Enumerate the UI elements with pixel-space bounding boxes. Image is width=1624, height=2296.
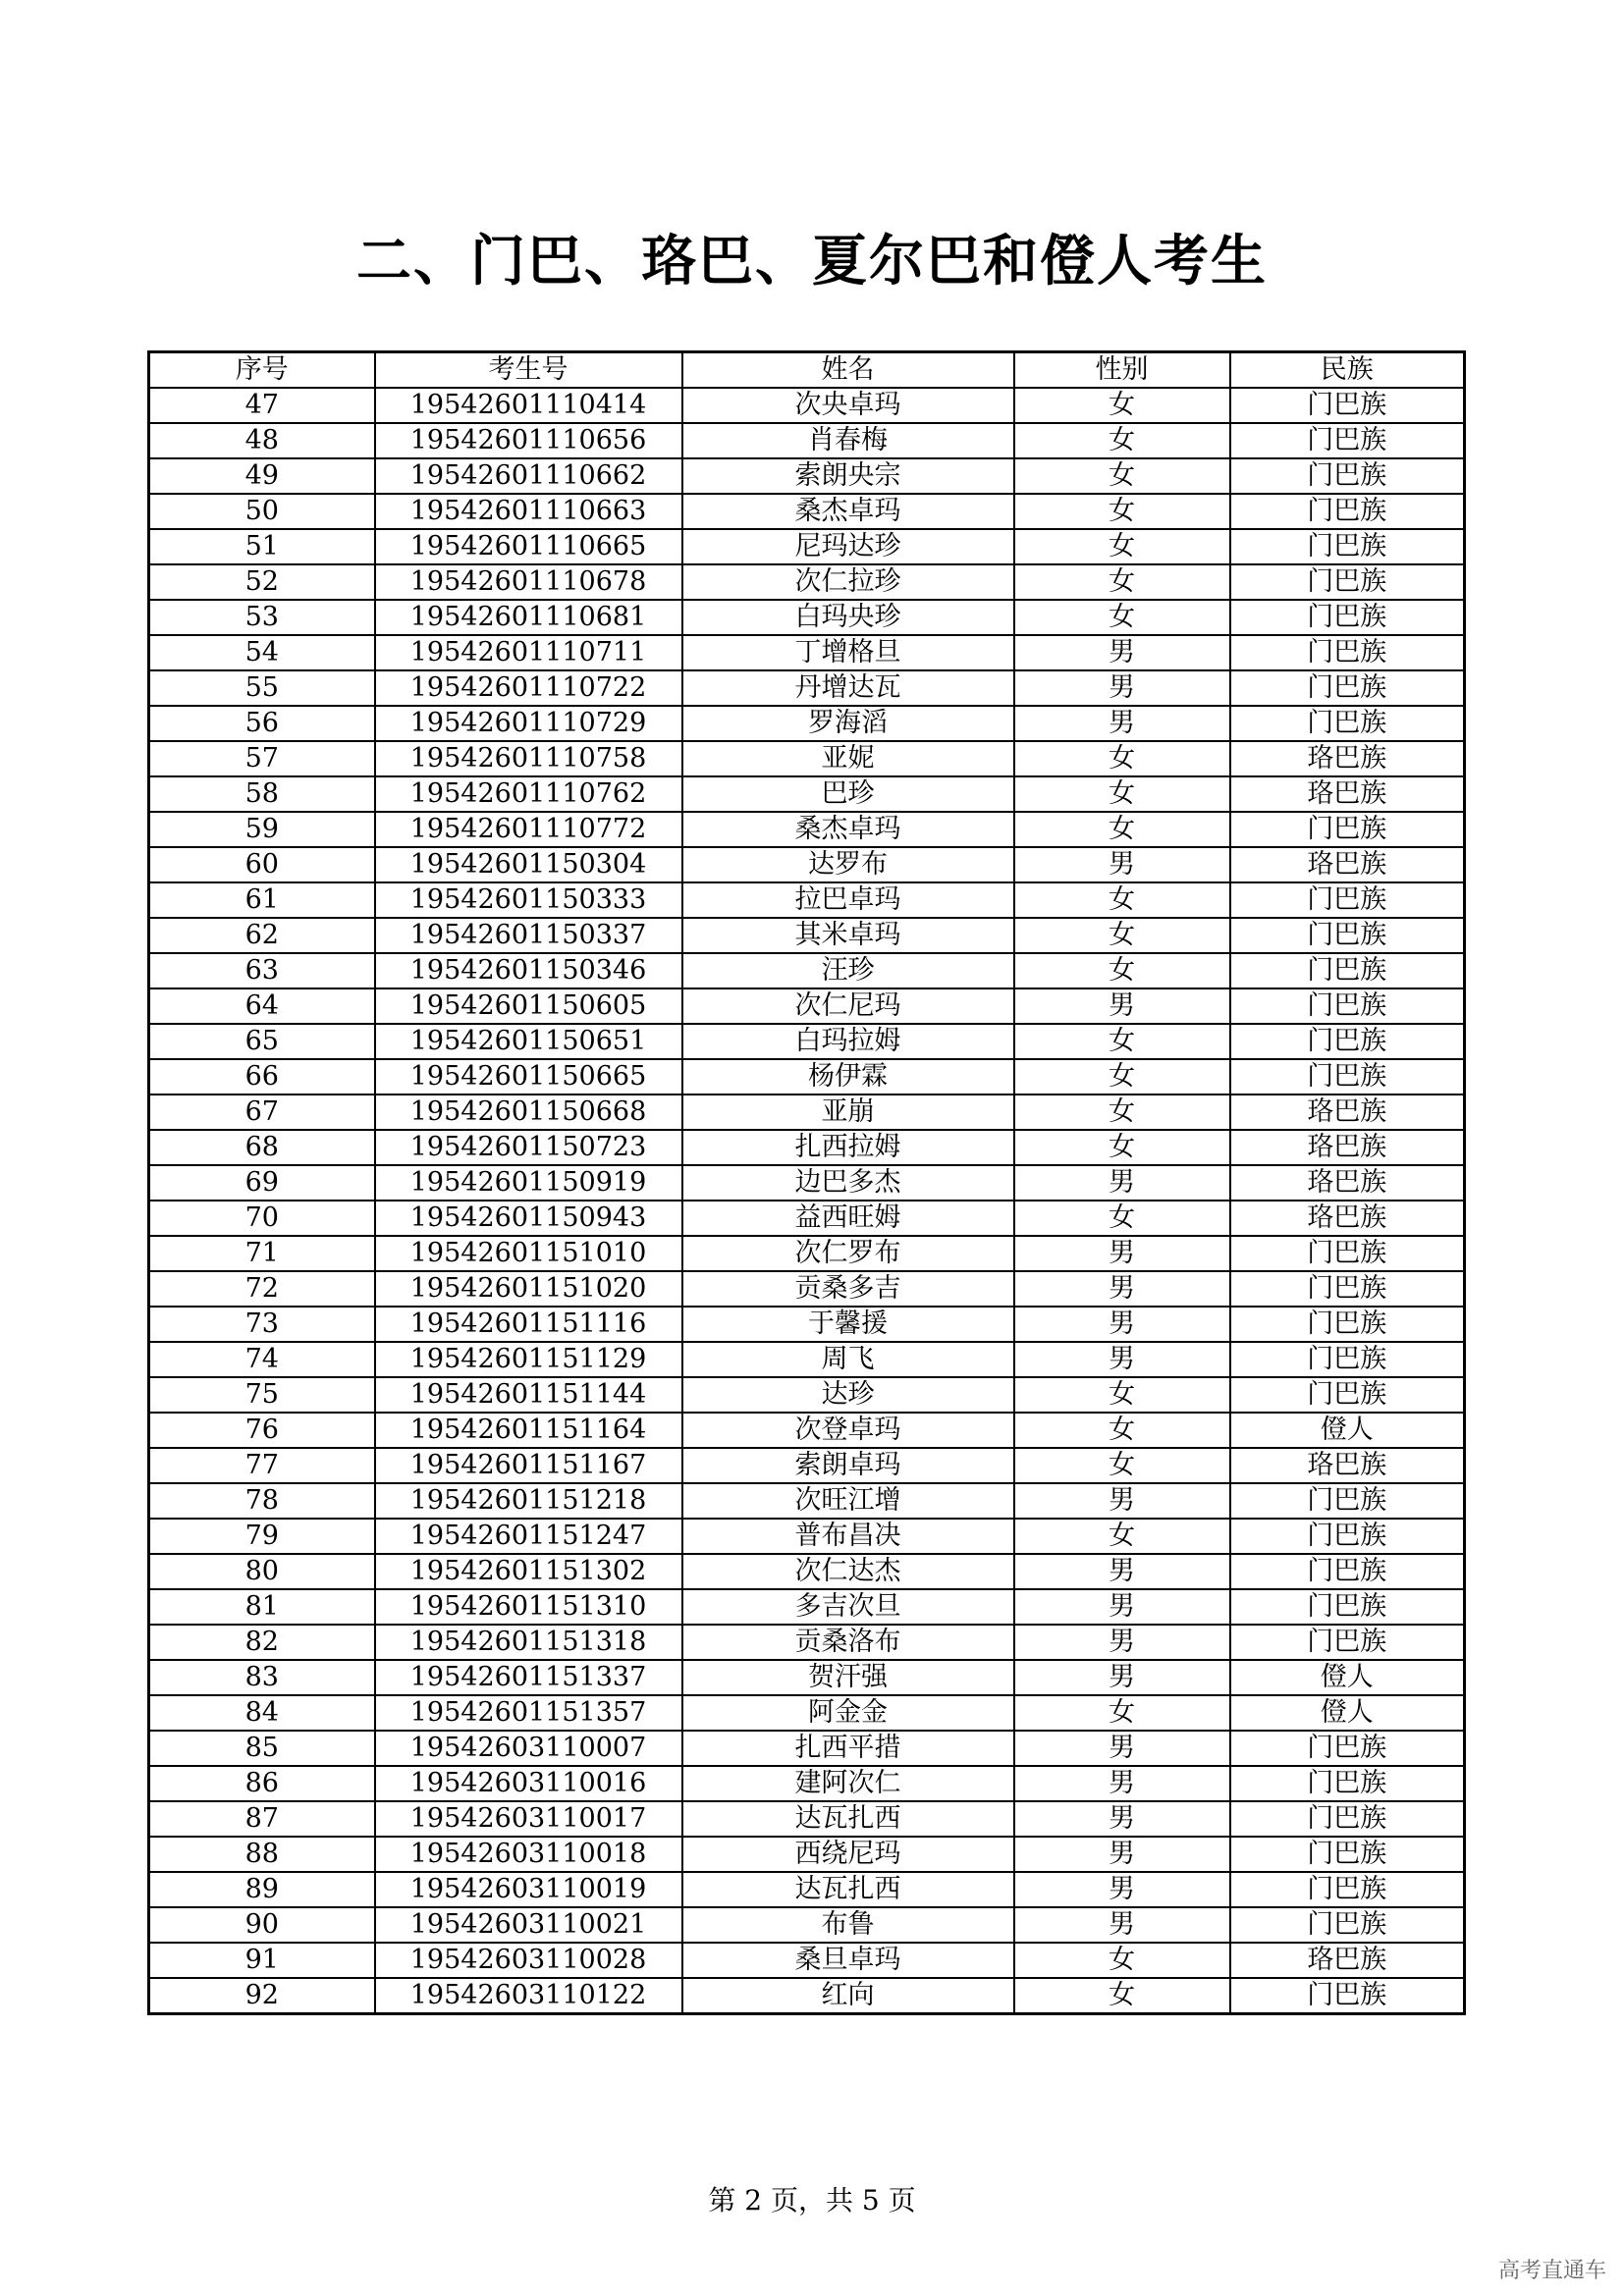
cell-exam-id: 19542601150919	[375, 1165, 682, 1201]
cell-exam-id: 19542603110028	[375, 1943, 682, 1978]
cell-name: 次仁拉珍	[682, 564, 1014, 600]
cell-gender: 男	[1014, 1342, 1230, 1377]
cell-seq: 86	[149, 1766, 375, 1801]
cell-ethnicity: 门巴族	[1230, 670, 1465, 706]
cell-gender: 女	[1014, 564, 1230, 600]
cell-exam-id: 19542601110729	[375, 706, 682, 741]
cell-gender: 女	[1014, 1978, 1230, 2014]
table-row	[149, 1342, 1465, 1377]
cell-ethnicity: 门巴族	[1230, 706, 1465, 741]
cell-exam-id: 19542601110662	[375, 458, 682, 494]
cell-gender: 男	[1014, 1837, 1230, 1872]
table-row	[149, 1978, 1465, 2014]
cell-exam-id: 19542601151337	[375, 1660, 682, 1695]
table-row	[149, 882, 1465, 918]
cell-ethnicity: 珞巴族	[1230, 1165, 1465, 1201]
cell-name: 边巴多杰	[682, 1165, 1014, 1201]
cell-exam-id: 19542603110122	[375, 1978, 682, 2014]
cell-name: 布鲁	[682, 1907, 1014, 1943]
table-row	[149, 1554, 1465, 1589]
cell-name: 亚妮	[682, 741, 1014, 776]
cell-ethnicity: 僜人	[1230, 1695, 1465, 1731]
cell-name: 扎西平措	[682, 1731, 1014, 1766]
cell-exam-id: 19542601150665	[375, 1059, 682, 1095]
header-gender: 性别	[1014, 352, 1230, 389]
cell-ethnicity: 门巴族	[1230, 1801, 1465, 1837]
cell-seq: 79	[149, 1519, 375, 1554]
cell-gender: 男	[1014, 670, 1230, 706]
table-row	[149, 1801, 1465, 1837]
cell-seq: 72	[149, 1271, 375, 1307]
cell-seq: 84	[149, 1695, 375, 1731]
cell-seq: 59	[149, 812, 375, 847]
cell-ethnicity: 门巴族	[1230, 1872, 1465, 1907]
cell-ethnicity: 门巴族	[1230, 1519, 1465, 1554]
cell-name: 建阿次仁	[682, 1766, 1014, 1801]
cell-gender: 男	[1014, 1625, 1230, 1660]
table-row	[149, 1589, 1465, 1625]
cell-exam-id: 19542601151020	[375, 1271, 682, 1307]
table-row	[149, 1872, 1465, 1907]
cell-seq: 80	[149, 1554, 375, 1589]
cell-exam-id: 19542601110663	[375, 494, 682, 529]
table-row	[149, 1377, 1465, 1413]
cell-exam-id: 19542601150337	[375, 918, 682, 953]
cell-gender: 女	[1014, 1943, 1230, 1978]
cell-gender: 女	[1014, 458, 1230, 494]
cell-ethnicity: 门巴族	[1230, 1731, 1465, 1766]
cell-name: 桑杰卓玛	[682, 494, 1014, 529]
cell-name: 亚崩	[682, 1095, 1014, 1130]
cell-name: 红向	[682, 1978, 1014, 2014]
cell-seq: 51	[149, 529, 375, 564]
cell-seq: 71	[149, 1236, 375, 1271]
table-row	[149, 1907, 1465, 1943]
cell-name: 杨伊霖	[682, 1059, 1014, 1095]
table-row	[149, 1837, 1465, 1872]
cell-ethnicity: 门巴族	[1230, 1024, 1465, 1059]
cell-ethnicity: 门巴族	[1230, 423, 1465, 458]
page-title: 二、门巴、珞巴、夏尔巴和僜人考生	[356, 230, 1268, 294]
cell-gender: 女	[1014, 918, 1230, 953]
cell-seq: 56	[149, 706, 375, 741]
cell-ethnicity: 门巴族	[1230, 1625, 1465, 1660]
cell-ethnicity: 珞巴族	[1230, 1448, 1465, 1483]
table-row	[149, 1024, 1465, 1059]
table-body	[149, 388, 1465, 2014]
cell-ethnicity: 门巴族	[1230, 1342, 1465, 1377]
cell-name: 西绕尼玛	[682, 1837, 1014, 1872]
table-row	[149, 600, 1465, 635]
cell-gender: 男	[1014, 1554, 1230, 1589]
cell-name: 达珍	[682, 1377, 1014, 1413]
cell-ethnicity: 门巴族	[1230, 1837, 1465, 1872]
cell-name: 其米卓玛	[682, 918, 1014, 953]
table-row	[149, 1519, 1465, 1554]
cell-name: 拉巴卓玛	[682, 882, 1014, 918]
table-row	[149, 988, 1465, 1024]
cell-seq: 88	[149, 1837, 375, 1872]
table-row	[149, 1271, 1465, 1307]
cell-seq: 63	[149, 953, 375, 988]
cell-ethnicity: 门巴族	[1230, 564, 1465, 600]
cell-name: 尼玛达珍	[682, 529, 1014, 564]
cell-ethnicity: 门巴族	[1230, 635, 1465, 670]
cell-name: 丹增达瓦	[682, 670, 1014, 706]
cell-seq: 89	[149, 1872, 375, 1907]
cell-name: 巴珍	[682, 776, 1014, 812]
cell-exam-id: 19542601110678	[375, 564, 682, 600]
cell-seq: 83	[149, 1660, 375, 1695]
cell-ethnicity: 门巴族	[1230, 812, 1465, 847]
cell-gender: 男	[1014, 635, 1230, 670]
table-row	[149, 776, 1465, 812]
cell-name: 汪珍	[682, 953, 1014, 988]
table-row	[149, 741, 1465, 776]
cell-ethnicity: 门巴族	[1230, 494, 1465, 529]
cell-ethnicity: 珞巴族	[1230, 1130, 1465, 1165]
cell-seq: 91	[149, 1943, 375, 1978]
cell-seq: 47	[149, 388, 375, 423]
cell-exam-id: 19542603110019	[375, 1872, 682, 1907]
cell-exam-id: 19542601150651	[375, 1024, 682, 1059]
cell-name: 阿金金	[682, 1695, 1014, 1731]
cell-gender: 女	[1014, 953, 1230, 988]
cell-ethnicity: 门巴族	[1230, 458, 1465, 494]
cell-exam-id: 19542601110758	[375, 741, 682, 776]
table-row	[149, 953, 1465, 988]
cell-exam-id: 19542603110007	[375, 1731, 682, 1766]
cell-exam-id: 19542603110016	[375, 1766, 682, 1801]
cell-ethnicity: 僜人	[1230, 1413, 1465, 1448]
cell-ethnicity: 门巴族	[1230, 882, 1465, 918]
cell-ethnicity: 珞巴族	[1230, 847, 1465, 882]
cell-seq: 53	[149, 600, 375, 635]
cell-exam-id: 19542601150605	[375, 988, 682, 1024]
table-row	[149, 1766, 1465, 1801]
table-row	[149, 1307, 1465, 1342]
cell-name: 达瓦扎西	[682, 1872, 1014, 1907]
table-row	[149, 1625, 1465, 1660]
cell-gender: 男	[1014, 1660, 1230, 1695]
cell-seq: 58	[149, 776, 375, 812]
cell-seq: 75	[149, 1377, 375, 1413]
cell-ethnicity: 门巴族	[1230, 529, 1465, 564]
cell-name: 罗海滔	[682, 706, 1014, 741]
candidate-table	[147, 350, 1466, 2015]
cell-ethnicity: 僜人	[1230, 1660, 1465, 1695]
cell-name: 多吉次旦	[682, 1589, 1014, 1625]
cell-exam-id: 19542601150668	[375, 1095, 682, 1130]
cell-name: 次仁达杰	[682, 1554, 1014, 1589]
cell-gender: 男	[1014, 847, 1230, 882]
cell-gender: 女	[1014, 1377, 1230, 1413]
cell-ethnicity: 门巴族	[1230, 1589, 1465, 1625]
table-row	[149, 1448, 1465, 1483]
cell-name: 周飞	[682, 1342, 1014, 1377]
cell-ethnicity: 珞巴族	[1230, 776, 1465, 812]
cell-gender: 女	[1014, 1201, 1230, 1236]
cell-exam-id: 19542601151218	[375, 1483, 682, 1519]
cell-seq: 48	[149, 423, 375, 458]
cell-ethnicity: 门巴族	[1230, 600, 1465, 635]
cell-exam-id: 19542603110018	[375, 1837, 682, 1872]
cell-seq: 67	[149, 1095, 375, 1130]
table-row	[149, 1130, 1465, 1165]
cell-ethnicity: 门巴族	[1230, 1377, 1465, 1413]
cell-ethnicity: 门巴族	[1230, 1271, 1465, 1307]
cell-seq: 64	[149, 988, 375, 1024]
cell-exam-id: 19542601151247	[375, 1519, 682, 1554]
cell-gender: 女	[1014, 600, 1230, 635]
cell-exam-id: 19542601110665	[375, 529, 682, 564]
cell-name: 索朗卓玛	[682, 1448, 1014, 1483]
table-row	[149, 458, 1465, 494]
cell-gender: 男	[1014, 1589, 1230, 1625]
cell-ethnicity: 门巴族	[1230, 1766, 1465, 1801]
cell-seq: 70	[149, 1201, 375, 1236]
cell-seq: 65	[149, 1024, 375, 1059]
cell-name: 达罗布	[682, 847, 1014, 882]
cell-gender: 男	[1014, 1165, 1230, 1201]
cell-gender: 女	[1014, 1448, 1230, 1483]
cell-exam-id: 19542601151318	[375, 1625, 682, 1660]
cell-exam-id: 19542601110722	[375, 670, 682, 706]
cell-ethnicity: 门巴族	[1230, 953, 1465, 988]
header-exam-id: 考生号	[375, 352, 682, 389]
cell-gender: 男	[1014, 1801, 1230, 1837]
cell-gender: 男	[1014, 1872, 1230, 1907]
table-row	[149, 564, 1465, 600]
cell-exam-id: 19542603110021	[375, 1907, 682, 1943]
cell-seq: 68	[149, 1130, 375, 1165]
table-row	[149, 423, 1465, 458]
page-number: 第 2 页，共 5 页	[708, 2184, 916, 2216]
cell-seq: 60	[149, 847, 375, 882]
table-row	[149, 1695, 1465, 1731]
cell-exam-id: 19542601110772	[375, 812, 682, 847]
cell-seq: 92	[149, 1978, 375, 2014]
cell-name: 于馨援	[682, 1307, 1014, 1342]
cell-exam-id: 19542601150304	[375, 847, 682, 882]
cell-seq: 50	[149, 494, 375, 529]
cell-seq: 61	[149, 882, 375, 918]
table-header-row	[149, 352, 1465, 389]
cell-name: 索朗央宗	[682, 458, 1014, 494]
cell-seq: 85	[149, 1731, 375, 1766]
cell-name: 丁增格旦	[682, 635, 1014, 670]
cell-seq: 73	[149, 1307, 375, 1342]
cell-gender: 女	[1014, 1695, 1230, 1731]
cell-name: 肖春梅	[682, 423, 1014, 458]
table-row	[149, 918, 1465, 953]
header-name: 姓名	[682, 352, 1014, 389]
cell-exam-id: 19542601151302	[375, 1554, 682, 1589]
cell-ethnicity: 门巴族	[1230, 1907, 1465, 1943]
cell-exam-id: 19542601151164	[375, 1413, 682, 1448]
cell-gender: 女	[1014, 741, 1230, 776]
cell-gender: 女	[1014, 1059, 1230, 1095]
cell-name: 次旺江增	[682, 1483, 1014, 1519]
cell-exam-id: 19542601151310	[375, 1589, 682, 1625]
cell-name: 普布昌决	[682, 1519, 1014, 1554]
cell-seq: 76	[149, 1413, 375, 1448]
cell-gender: 男	[1014, 1307, 1230, 1342]
cell-exam-id: 19542601151116	[375, 1307, 682, 1342]
cell-exam-id: 19542601151167	[375, 1448, 682, 1483]
table-row	[149, 706, 1465, 741]
cell-ethnicity: 门巴族	[1230, 1307, 1465, 1342]
cell-exam-id: 19542601110711	[375, 635, 682, 670]
cell-ethnicity: 门巴族	[1230, 1978, 1465, 2014]
cell-name: 达瓦扎西	[682, 1801, 1014, 1837]
cell-exam-id: 19542601150723	[375, 1130, 682, 1165]
cell-gender: 女	[1014, 388, 1230, 423]
table-row	[149, 847, 1465, 882]
cell-gender: 男	[1014, 706, 1230, 741]
cell-exam-id: 19542601110681	[375, 600, 682, 635]
cell-name: 次仁尼玛	[682, 988, 1014, 1024]
cell-gender: 男	[1014, 988, 1230, 1024]
table-row	[149, 812, 1465, 847]
cell-ethnicity: 珞巴族	[1230, 1201, 1465, 1236]
cell-ethnicity: 门巴族	[1230, 988, 1465, 1024]
cell-exam-id: 19542601150346	[375, 953, 682, 988]
cell-exam-id: 19542601150943	[375, 1201, 682, 1236]
cell-exam-id: 19542601151010	[375, 1236, 682, 1271]
cell-gender: 女	[1014, 1519, 1230, 1554]
cell-gender: 男	[1014, 1907, 1230, 1943]
cell-gender: 男	[1014, 1731, 1230, 1766]
header-ethnicity: 民族	[1230, 352, 1465, 389]
table-row	[149, 529, 1465, 564]
table-row	[149, 1095, 1465, 1130]
cell-exam-id: 19542601110762	[375, 776, 682, 812]
table-row	[149, 1660, 1465, 1695]
table-row	[149, 1943, 1465, 1978]
cell-name: 益西旺姆	[682, 1201, 1014, 1236]
cell-seq: 74	[149, 1342, 375, 1377]
table-row	[149, 1731, 1465, 1766]
cell-gender: 女	[1014, 776, 1230, 812]
cell-name: 白玛央珍	[682, 600, 1014, 635]
header-seq: 序号	[149, 352, 375, 389]
cell-gender: 女	[1014, 1095, 1230, 1130]
cell-seq: 55	[149, 670, 375, 706]
cell-seq: 87	[149, 1801, 375, 1837]
cell-exam-id: 19542601151357	[375, 1695, 682, 1731]
cell-gender: 女	[1014, 1130, 1230, 1165]
cell-seq: 49	[149, 458, 375, 494]
cell-seq: 78	[149, 1483, 375, 1519]
cell-seq: 81	[149, 1589, 375, 1625]
table-row	[149, 670, 1465, 706]
cell-gender: 男	[1014, 1766, 1230, 1801]
cell-gender: 男	[1014, 1271, 1230, 1307]
cell-seq: 82	[149, 1625, 375, 1660]
cell-ethnicity: 珞巴族	[1230, 1943, 1465, 1978]
table-row	[149, 635, 1465, 670]
cell-ethnicity: 门巴族	[1230, 918, 1465, 953]
cell-gender: 女	[1014, 882, 1230, 918]
cell-seq: 90	[149, 1907, 375, 1943]
cell-exam-id: 19542601110414	[375, 388, 682, 423]
cell-seq: 66	[149, 1059, 375, 1095]
table-row	[149, 1201, 1465, 1236]
cell-name: 桑杰卓玛	[682, 812, 1014, 847]
cell-ethnicity: 珞巴族	[1230, 1095, 1465, 1130]
cell-seq: 54	[149, 635, 375, 670]
cell-ethnicity: 门巴族	[1230, 1483, 1465, 1519]
cell-name: 扎西拉姆	[682, 1130, 1014, 1165]
cell-exam-id: 19542601110656	[375, 423, 682, 458]
table-row	[149, 1483, 1465, 1519]
cell-name: 贺汗强	[682, 1660, 1014, 1695]
cell-seq: 62	[149, 918, 375, 953]
cell-seq: 77	[149, 1448, 375, 1483]
cell-gender: 女	[1014, 1413, 1230, 1448]
cell-gender: 女	[1014, 1024, 1230, 1059]
cell-ethnicity: 门巴族	[1230, 388, 1465, 423]
cell-exam-id: 19542601151129	[375, 1342, 682, 1377]
cell-seq: 69	[149, 1165, 375, 1201]
table-row	[149, 1413, 1465, 1448]
cell-exam-id: 19542601151144	[375, 1377, 682, 1413]
cell-ethnicity: 门巴族	[1230, 1059, 1465, 1095]
table-row	[149, 1059, 1465, 1095]
cell-name: 次央卓玛	[682, 388, 1014, 423]
cell-seq: 52	[149, 564, 375, 600]
cell-exam-id: 19542601150333	[375, 882, 682, 918]
cell-name: 白玛拉姆	[682, 1024, 1014, 1059]
cell-gender: 男	[1014, 1236, 1230, 1271]
cell-gender: 女	[1014, 423, 1230, 458]
cell-name: 次仁罗布	[682, 1236, 1014, 1271]
cell-name: 次登卓玛	[682, 1413, 1014, 1448]
cell-name: 贡桑多吉	[682, 1271, 1014, 1307]
table-row	[149, 1165, 1465, 1201]
cell-gender: 女	[1014, 494, 1230, 529]
cell-seq: 57	[149, 741, 375, 776]
cell-ethnicity: 门巴族	[1230, 1236, 1465, 1271]
table-row	[149, 494, 1465, 529]
cell-gender: 女	[1014, 529, 1230, 564]
cell-gender: 男	[1014, 1483, 1230, 1519]
watermark: 高考直通车	[1497, 2259, 1606, 2283]
table-row	[149, 388, 1465, 423]
cell-gender: 女	[1014, 812, 1230, 847]
cell-name: 贡桑洛布	[682, 1625, 1014, 1660]
cell-ethnicity: 珞巴族	[1230, 741, 1465, 776]
cell-name: 桑旦卓玛	[682, 1943, 1014, 1978]
cell-ethnicity: 门巴族	[1230, 1554, 1465, 1589]
table-row	[149, 1236, 1465, 1271]
cell-exam-id: 19542603110017	[375, 1801, 682, 1837]
